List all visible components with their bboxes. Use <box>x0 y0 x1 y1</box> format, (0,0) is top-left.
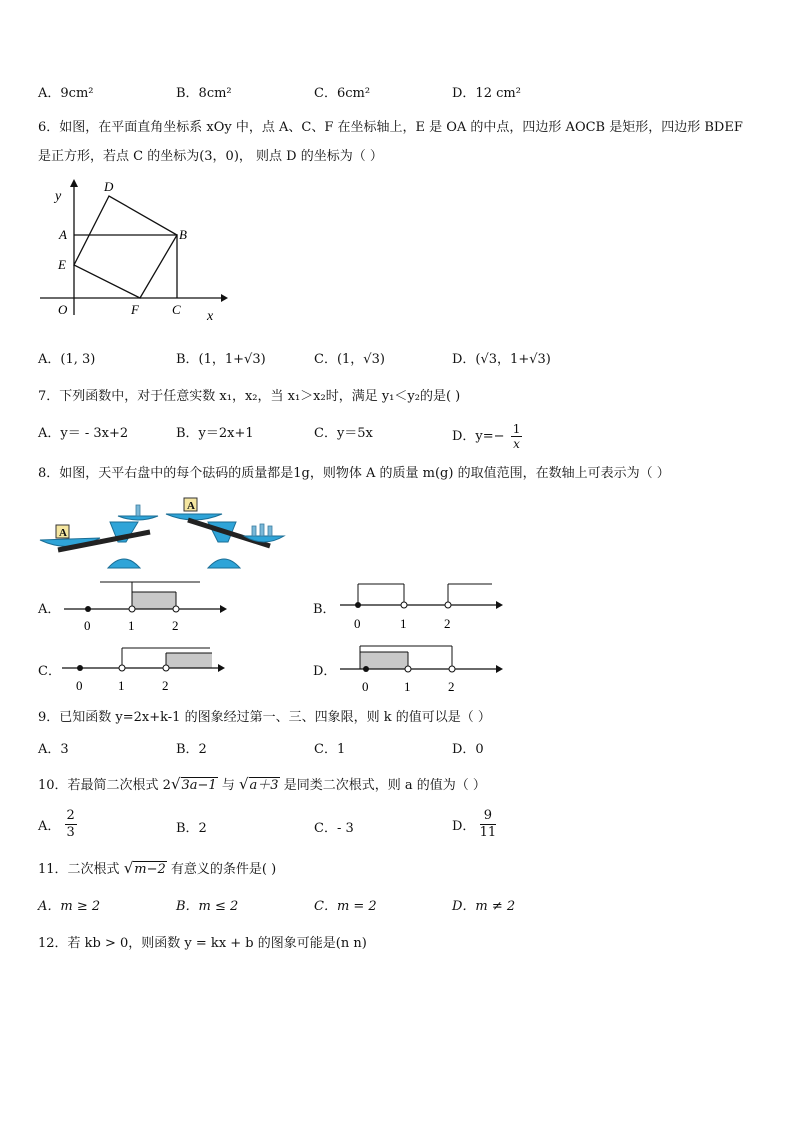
label-f: F <box>131 302 139 317</box>
sqrt-sign-2: √ <box>238 775 249 793</box>
q7-option-a: A．y＝ - 3x+2 <box>38 426 129 441</box>
left-balance <box>40 505 158 568</box>
svg-text:2: 2 <box>444 616 451 631</box>
q10-radicand-1: 3a−1 <box>181 778 217 793</box>
q8-option-b-label: B． <box>313 602 336 617</box>
q11-option-c: C．m = 2 <box>314 899 377 914</box>
q6-option-d: D．(√3，1+√3) <box>452 352 551 367</box>
q7-stem: 7．下列函数中，对于任意实数 x₁，x₂，当 x₁＞x₂时，满足 y₁＜y₂的是( ) <box>38 389 461 404</box>
q6-figure <box>36 175 236 325</box>
q10-option-a-label: A． <box>38 819 61 834</box>
right-balance <box>166 498 284 568</box>
q6-option-b: B．(1，1+√3) <box>176 352 266 367</box>
q7-fraction-den: x <box>513 437 520 451</box>
q9-option-c: C．1 <box>314 742 346 757</box>
q5-option-a: A．9cm² <box>38 86 94 101</box>
q11-stem <box>38 858 276 877</box>
q10-fraction-a-num: 2 <box>66 808 75 823</box>
label-b: B <box>179 227 187 242</box>
q7-option-b: B．y＝2x+1 <box>176 426 254 441</box>
svg-text:2: 2 <box>172 618 179 633</box>
q11-option-a: A．m ≥ 2 <box>38 899 101 914</box>
q10-fraction-a <box>65 808 77 841</box>
svg-text:0: 0 <box>76 678 83 693</box>
q5-option-d: D．12 cm² <box>452 86 521 101</box>
shaded-region <box>166 653 212 668</box>
q8-option-c-label: C． <box>38 664 61 679</box>
x-axis-arrow <box>221 294 228 302</box>
q6-stem-line2: 是正方形，若点 C 的坐标为(3，0)， 则点 D 的坐标为（ ） <box>38 149 383 164</box>
q7-fraction-num: 1 <box>512 422 521 436</box>
label-o: O <box>58 302 68 317</box>
square-bdef <box>74 196 177 298</box>
q8-option-b-numberline <box>338 578 508 634</box>
q6-option-c: C．(1，√3) <box>314 352 385 367</box>
q5-option-c: C．6cm² <box>314 86 371 101</box>
q10-stem-prefix: 10．若最简二次根式 2 <box>38 778 171 793</box>
svg-text:1: 1 <box>128 618 135 633</box>
q8-option-d-label: D． <box>313 664 337 679</box>
svg-text:1: 1 <box>400 616 407 631</box>
q8-option-a-numberline <box>62 578 232 634</box>
shaded-region <box>132 592 176 609</box>
label-a: A <box>59 227 67 242</box>
q8-option-d-numberline <box>338 640 508 696</box>
svg-text:2: 2 <box>448 679 455 694</box>
q11-option-b: B．m ≤ 2 <box>176 899 239 914</box>
label-d: D <box>104 179 114 194</box>
svg-text:1: 1 <box>404 679 411 694</box>
q10-fraction-a-den: 3 <box>66 825 75 840</box>
q5-option-b: B．8cm² <box>176 86 232 101</box>
label-c: C <box>172 302 181 317</box>
q9-stem: 9．已知函数 y=2x+k-1 的图象经过第一、三、四象限，则 k 的值可以是（ ） <box>38 710 491 725</box>
q10-radicand-2: a＋3 <box>249 778 279 793</box>
q10-option-b: B．2 <box>176 821 207 836</box>
q11-stem-prefix: 11．二次根式 <box>38 862 124 877</box>
q8-option-a-label: A． <box>38 602 61 617</box>
q10-option-a <box>38 808 77 841</box>
left-box-label: A <box>59 527 67 539</box>
q11-stem-suffix: 有意义的条件是( ) <box>166 862 277 877</box>
svg-text:1: 1 <box>118 678 125 693</box>
svg-text:0: 0 <box>354 616 361 631</box>
rectangle-aocb <box>74 235 177 298</box>
q7-option-c: C．y＝5x <box>314 426 373 441</box>
q8-option-c-numberline <box>60 640 230 696</box>
right-box-label: A <box>187 500 195 512</box>
q9-option-b: B．2 <box>176 742 207 757</box>
q10-fraction-d-den: 11 <box>479 825 497 840</box>
y-axis-arrow <box>70 179 78 187</box>
sqrt-sign-3: √ <box>123 859 134 877</box>
q10-fraction-d <box>480 808 497 841</box>
q12-stem: 12．若 kb > 0，则函数 y = kx + b 的图象可能是(n n) <box>38 936 367 951</box>
q8-balance-figure <box>38 490 288 574</box>
svg-text:0: 0 <box>362 679 369 694</box>
label-y: y <box>55 189 62 204</box>
q11-radicand: m−2 <box>134 862 166 877</box>
svg-text:2: 2 <box>162 678 169 693</box>
svg-text:0: 0 <box>84 618 91 633</box>
q6-option-a: A．(1, 3) <box>38 352 96 367</box>
q10-stem <box>38 774 486 793</box>
q10-fraction-d-num: 9 <box>480 808 497 825</box>
q7-option-d <box>452 422 522 451</box>
q8-stem: 8．如图，天平右盘中的每个砝码的质量都是1g，则物体 A 的质量 m(g) 的取值范围，在数轴上可表示为（ ） <box>38 466 670 481</box>
q10-option-d-label: D． <box>452 819 476 834</box>
q10-option-d <box>452 808 496 841</box>
q7-fraction <box>511 422 523 451</box>
sqrt-sign-1: √ <box>170 775 181 793</box>
q10-stem-suffix: 是同类二次根式，则 a 的值为（ ） <box>279 778 486 793</box>
q10-stem-mid: 与 <box>217 778 239 793</box>
q7-option-d-prefix: D．y=− <box>452 429 505 444</box>
q11-option-d: D．m ≠ 2 <box>452 899 516 914</box>
q9-option-a: A．3 <box>38 742 69 757</box>
q9-option-d: D．0 <box>452 742 484 757</box>
q6-stem-line1: 6．如图，在平面直角坐标系 xOy 中，点 A、C、F 在坐标轴上，E 是 OA 的中点，四边形 AOCB 是矩形，四边形 BDEF <box>38 120 743 135</box>
label-x: x <box>207 309 214 324</box>
label-e: E <box>58 257 66 272</box>
q10-option-c: C．- 3 <box>314 821 354 836</box>
